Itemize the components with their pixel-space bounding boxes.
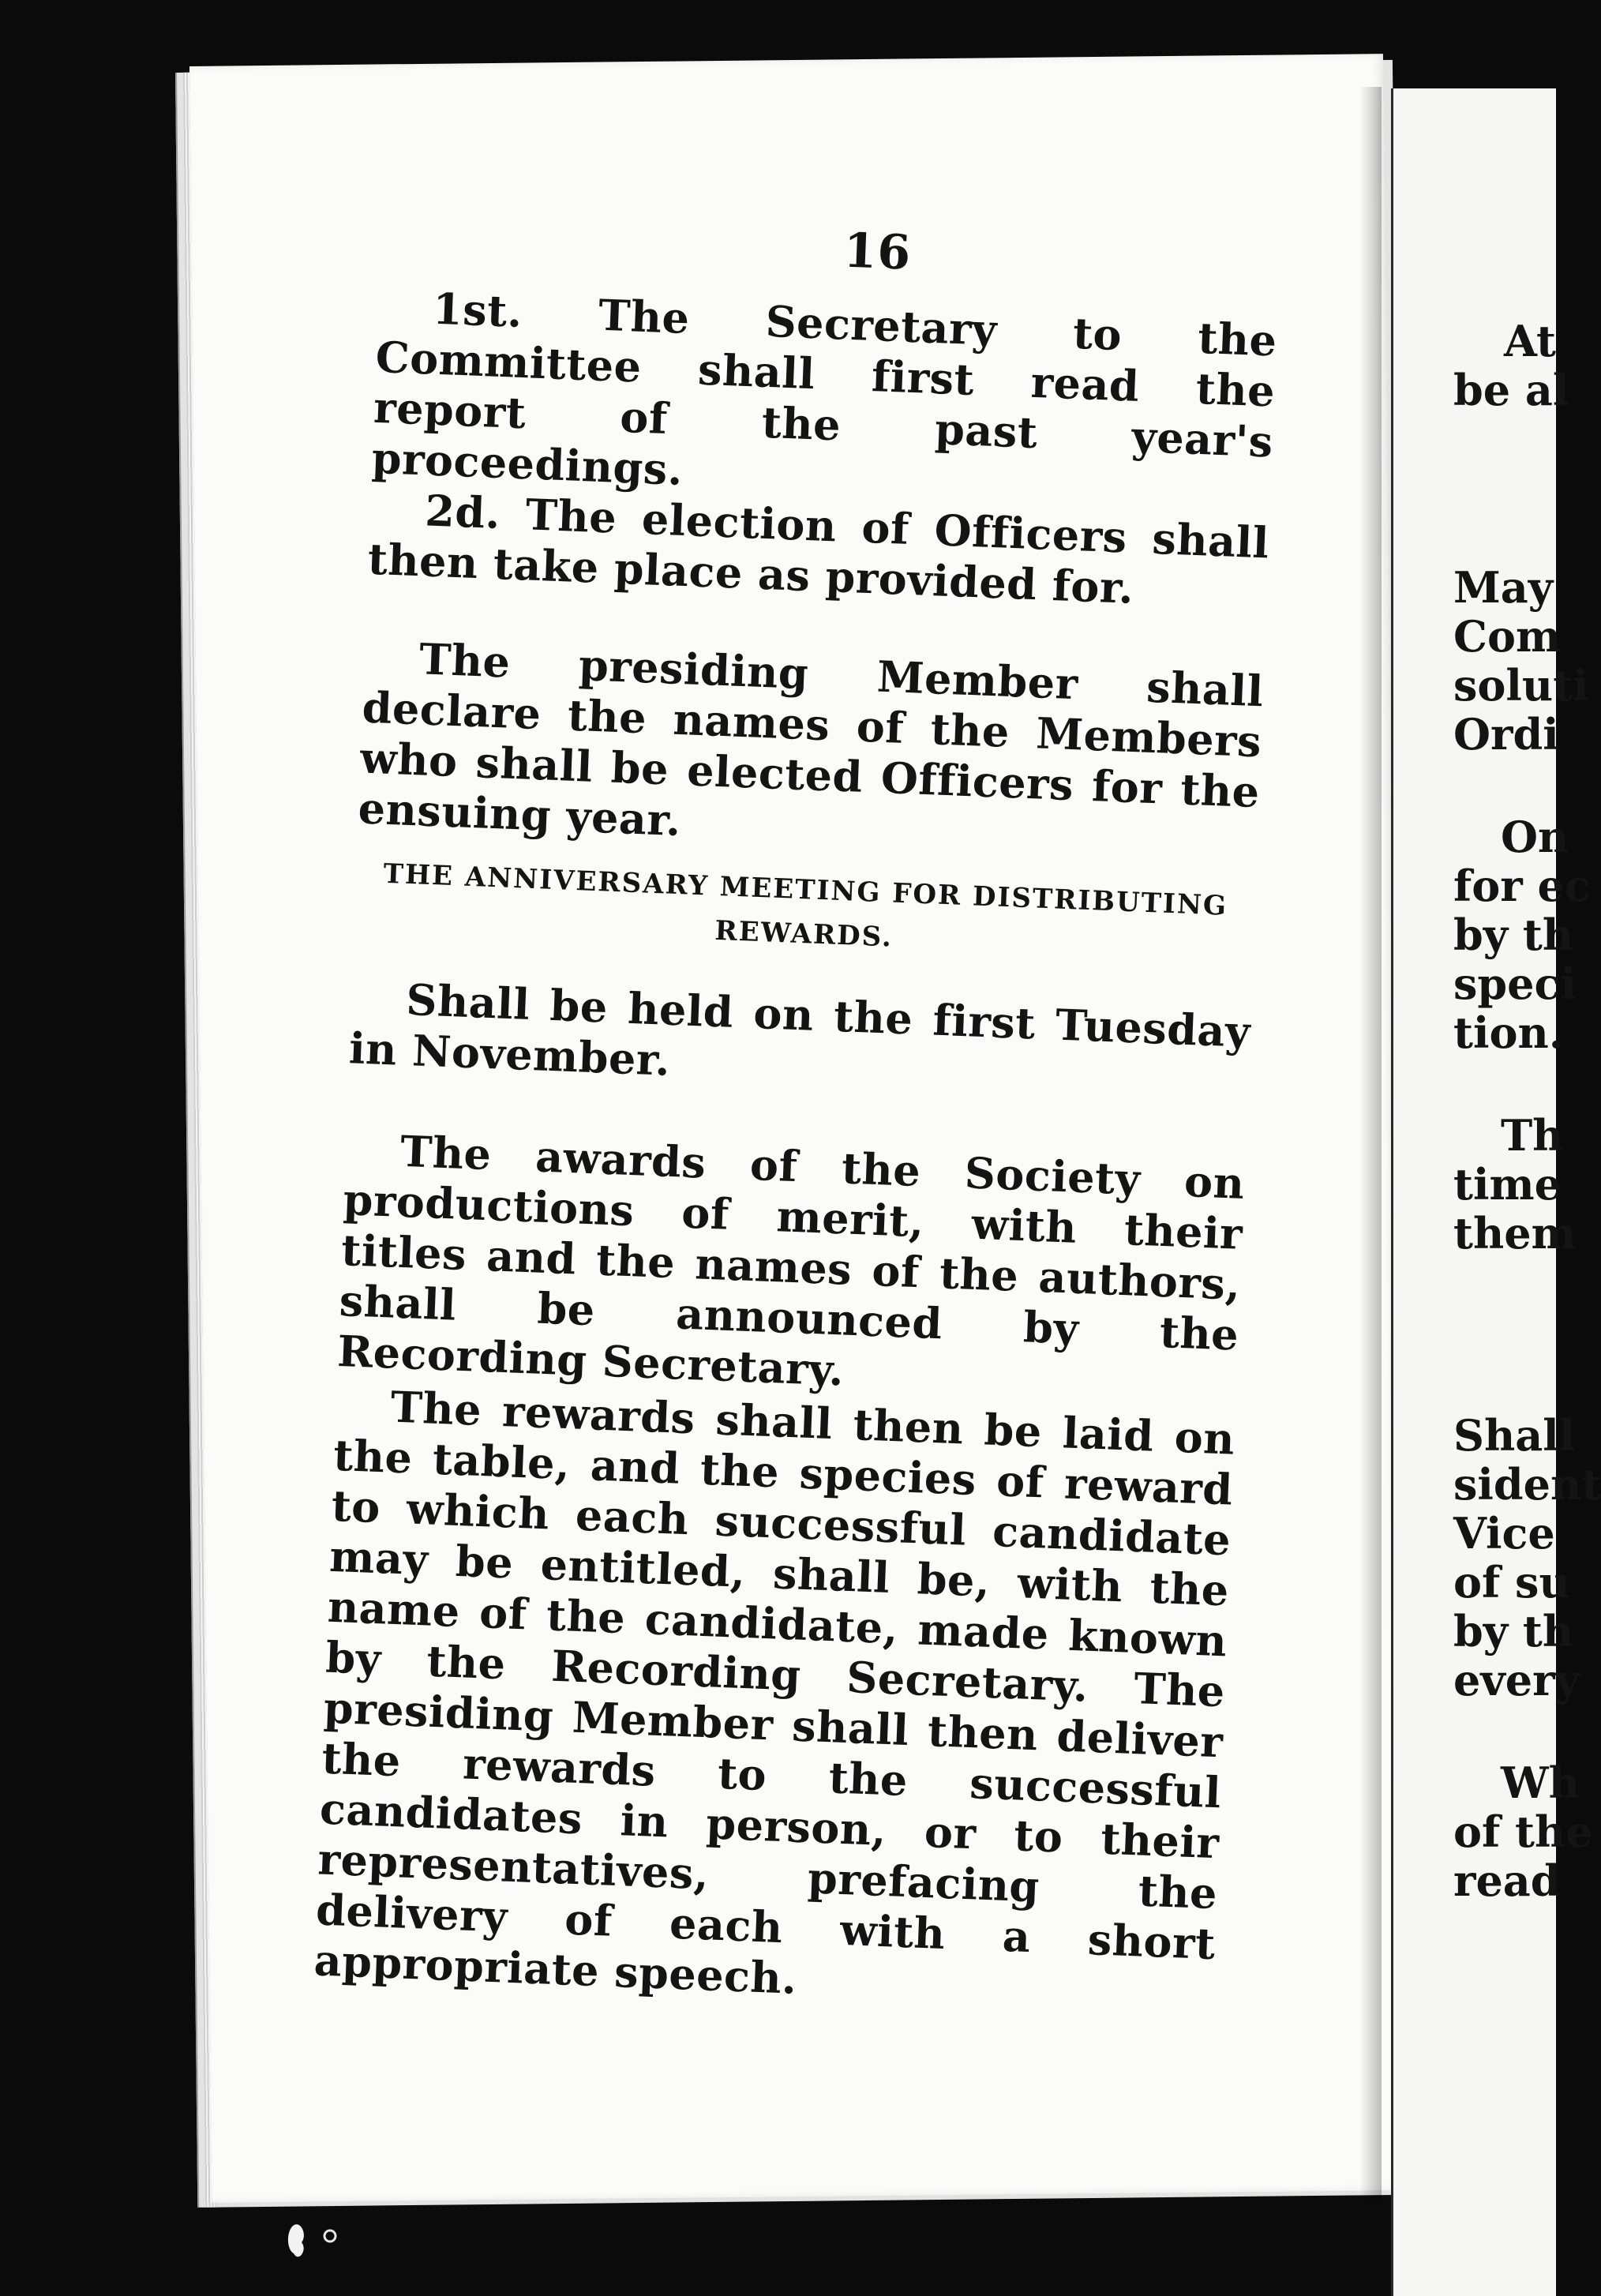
paragraph-awards: The awards of the Society on productions of merit, with their titles and the names of the authors, shall be announced by the Recording Secretary. bbox=[336, 1125, 1246, 1396]
facing-line: sident bbox=[1453, 1459, 1601, 1510]
facing-line: Th bbox=[1501, 1110, 1564, 1161]
section-heading-line-2: REWARDS. bbox=[714, 914, 894, 954]
facing-line: Ordi bbox=[1453, 709, 1559, 760]
facing-line: time bbox=[1453, 1159, 1562, 1210]
paragraph-rewards: The rewards shall then be laid on the table, and the species of reward to which each successful candidate may be entitled, shall be, with the name of the candidate, made known by the Recording Secretary. The presiding Member shall then deliver the rewards to the successful candidates in person, or to their representatives, prefacing the delivery of each with a short appropriate speech. bbox=[313, 1381, 1236, 2004]
paragraph-secretary-report: 1st. The Secretary to the Committee shall first read the report of the past year's proceedings. bbox=[370, 283, 1278, 495]
facing-line: for ec bbox=[1453, 861, 1591, 911]
page-number: 16 bbox=[842, 223, 913, 281]
facing-line: be al bbox=[1453, 365, 1569, 415]
paragraph-election: 2d. The election of Officers shall then take place as provided for. bbox=[366, 485, 1270, 613]
facing-line: Shall bbox=[1453, 1410, 1576, 1461]
facing-line: Wh bbox=[1501, 1758, 1580, 1808]
facing-line: every bbox=[1453, 1655, 1580, 1705]
facing-line: May bbox=[1453, 562, 1554, 613]
facing-line: them bbox=[1453, 1208, 1577, 1259]
paragraph-meeting-date: Shall be held on the first Tuesday in November. bbox=[348, 974, 1252, 1086]
facing-line: speci bbox=[1453, 959, 1577, 1009]
section-heading-line-1: THE ANNIVERSARY MEETING FOR DISTRIBUTING bbox=[382, 857, 1228, 922]
facing-line: Vice bbox=[1453, 1508, 1555, 1559]
facing-line: read bbox=[1453, 1855, 1561, 1906]
ink-speck-marks bbox=[284, 2219, 347, 2266]
facing-page bbox=[1391, 88, 1601, 2296]
paragraph-presiding-member: The presiding Member shall declare the names of the Members who shall be elected Officers for the ensuing year. bbox=[357, 633, 1265, 846]
gutter-shadow bbox=[1359, 87, 1382, 2200]
facing-line: of the bbox=[1453, 1806, 1593, 1857]
facing-line: tion. bbox=[1453, 1007, 1564, 1058]
facing-line: On bbox=[1501, 812, 1569, 862]
facing-line: by th bbox=[1453, 910, 1574, 960]
facing-line: by th bbox=[1453, 1606, 1574, 1656]
facing-line: Com bbox=[1453, 611, 1562, 662]
facing-line: soluti bbox=[1453, 660, 1589, 711]
facing-line: At bbox=[1504, 316, 1556, 366]
facing-line: of su bbox=[1453, 1557, 1570, 1608]
